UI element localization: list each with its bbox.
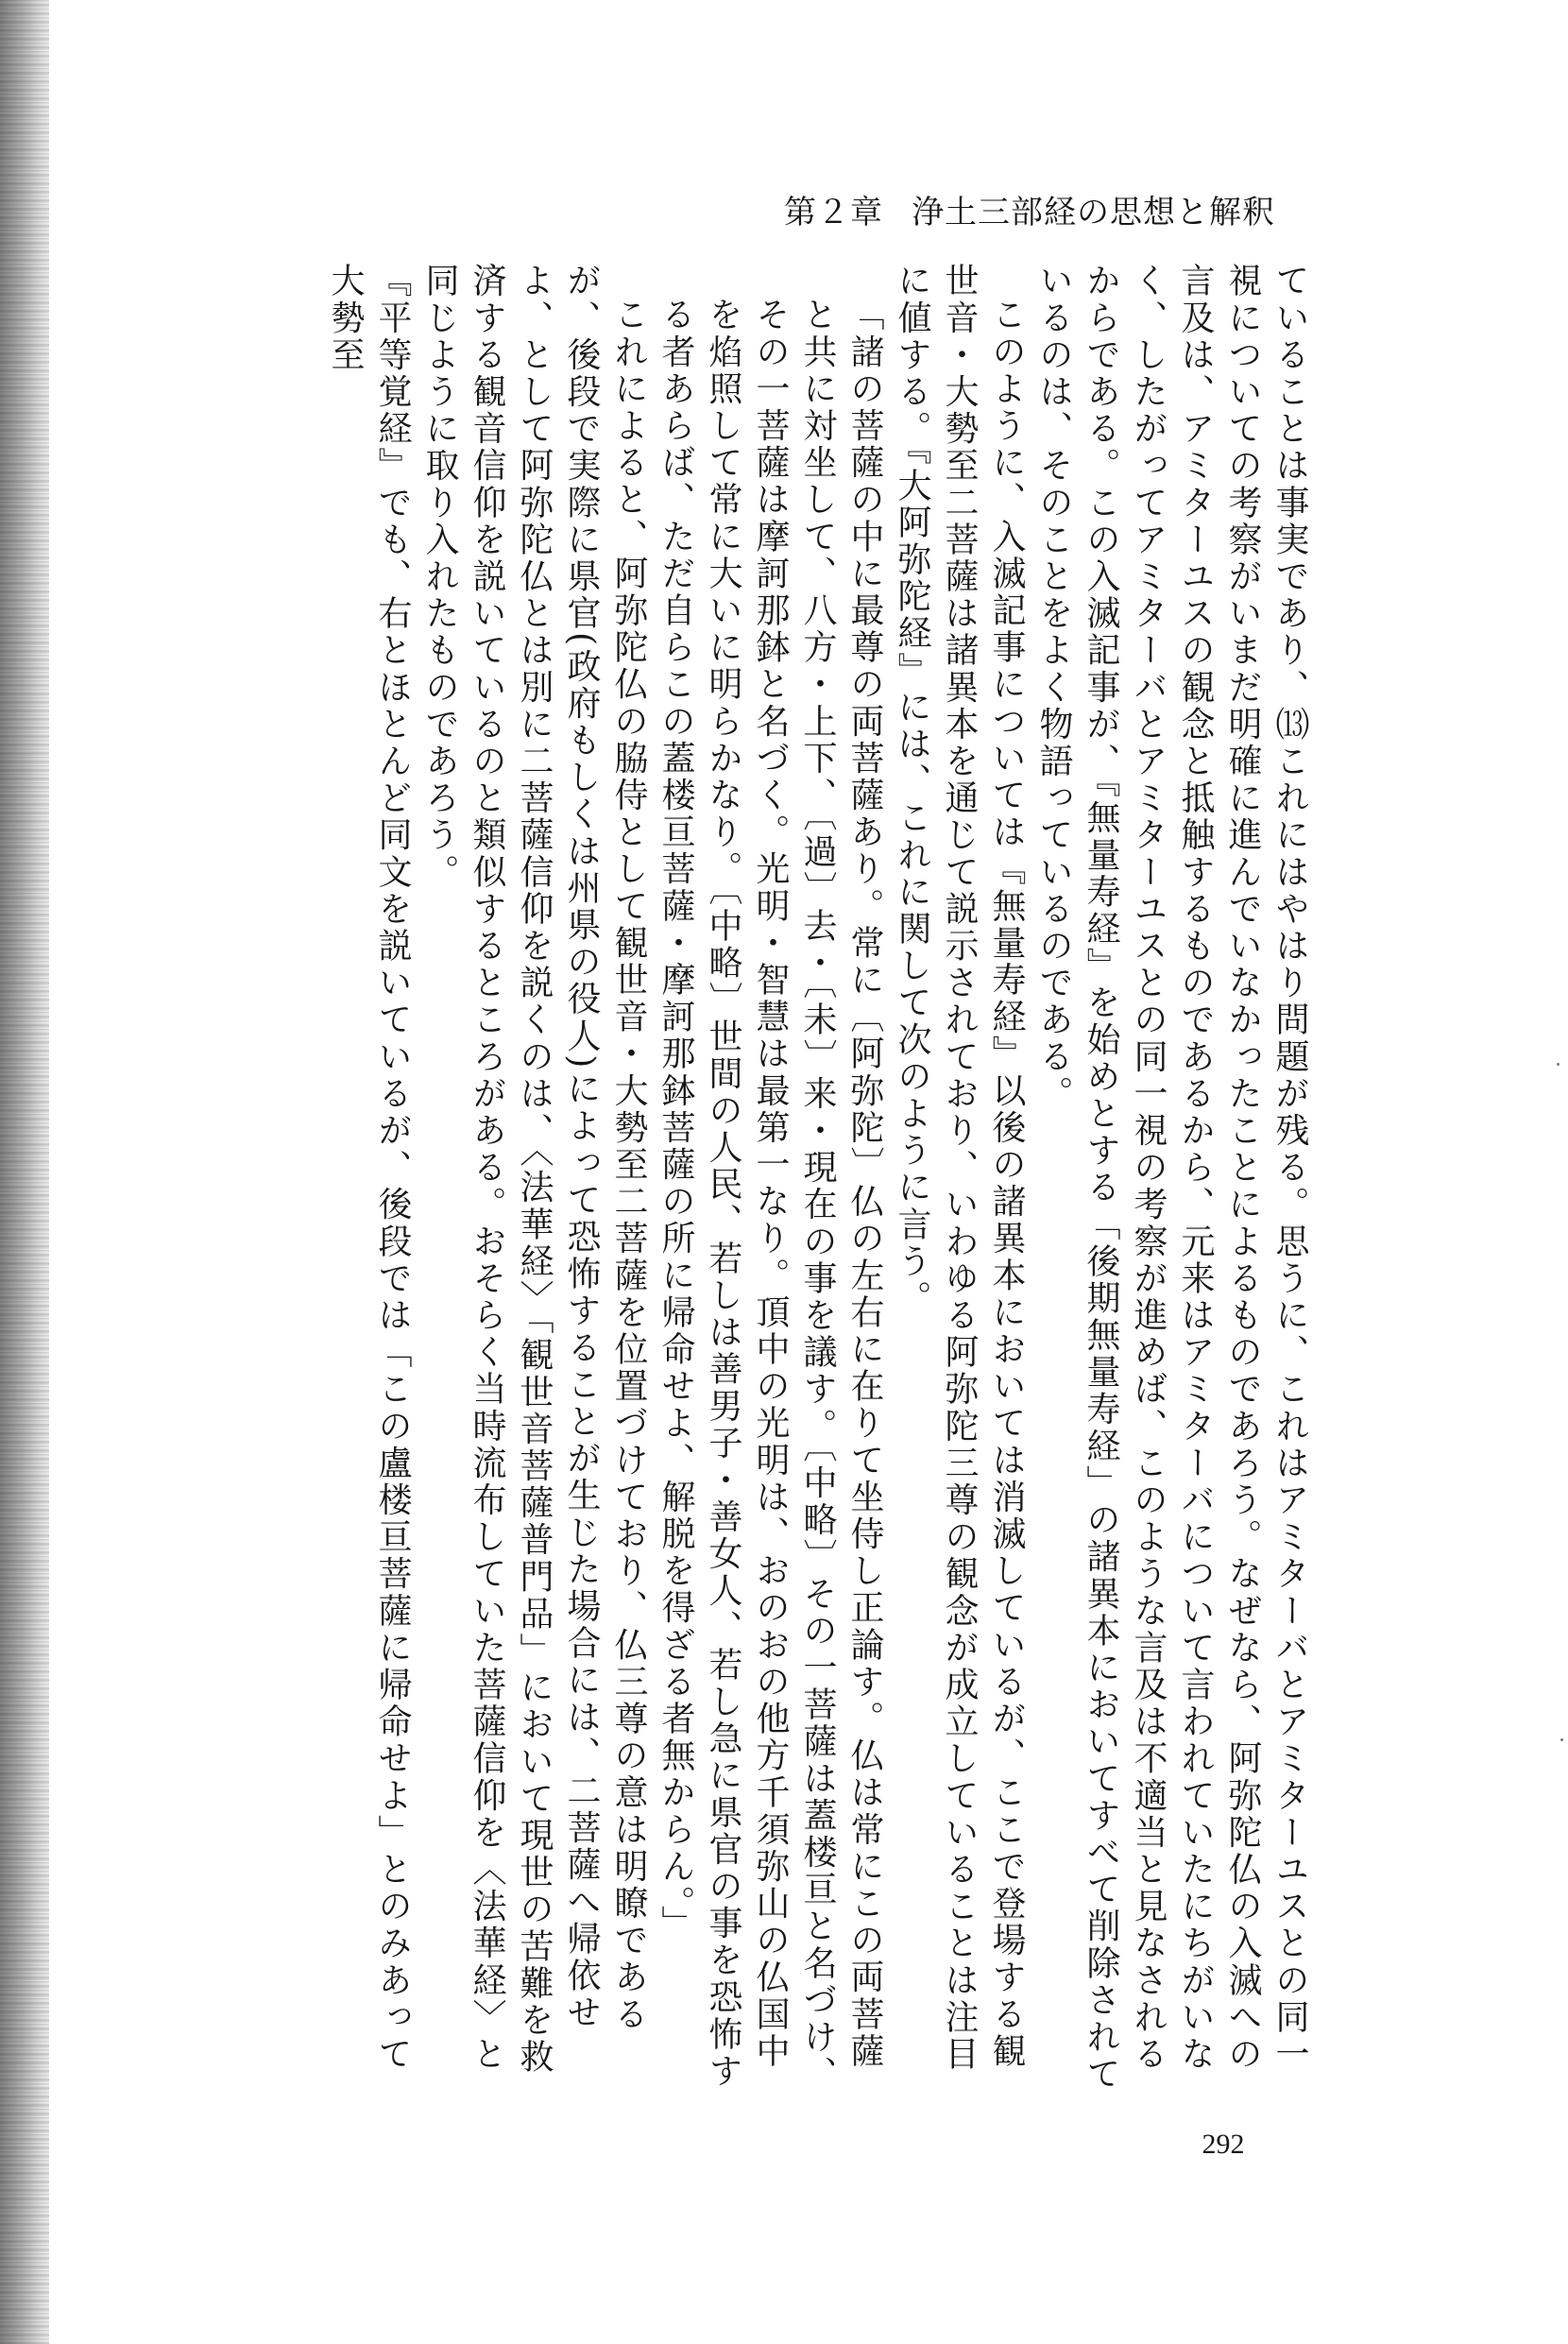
chapter-title: 浄土三部経の思想と解釈 xyxy=(912,194,1275,231)
block-quote: 「諸の菩薩の中に最尊の両菩薩あり。常に〔阿弥陀〕仏の左右に在りて坐侍し正論す。仏は常にこの両菩薩と共に対坐して、八方・上下、〔過〕去・〔未〕来・現在の事を議す。〔中略〕その一菩薩は蓋楼亘と名づけ、その一菩薩は摩訶那鉢と名づく。光明・智慧は最第一なり。頂中の光明は、おのおの他方千須弥山の仏国中を焰照して常に大いに明らかなり。〔中略〕世間の人民、若しは善男子・善女人、若し急に県官の事を恐怖する者あらば、ただ自らこの蓋楼亘菩薩・摩訶那鉢菩薩の所に帰命せよ、解脱を得ざる者無からん。」 xyxy=(656,297,884,2093)
page-number: 292 xyxy=(1202,2129,1245,2160)
scan-margin-shadow xyxy=(0,0,49,2344)
paragraph-3: これによると、阿弥陀仏の脇侍として観世音・大勢至二菩薩を位置づけており、仏三尊の意は明瞭であるが、後段で実際に県官(政府もしくは州県の役人)によって恐怖することが生じた場合には、二菩薩へ帰依せよ、として阿弥陀仏とは別に二菩薩信仰を説くのは、〈法華経〉「観世音菩薩普門品」において現世の苦難を救済する観音信仰を説いているのと類似するところがある。おそらく当時流布していた菩薩信仰を〈法華経〉と同じように取り入れたものであろう。 xyxy=(420,263,648,2076)
running-head xyxy=(784,189,1275,236)
paragraph-1: ていることは事実であり、⒀これにはやはり問題が残る。思うに、これはアミターバとアミターユスとの同一視についての考察がいまだ明確に進んでいなかったことによるものであろう。なぜなら、阿弥陀仏の入滅への言及は、アミターユスの観念と抵触するものであるから、元来はアミターバについて言われていたにちがいなく、したがってアミターバとアミターユスとの同一視の考察が進めば、このような言及は不適当と見なされるからである。この入滅記事が、『無量寿経』を始めとする「後期無量寿経」の諸異本においてすべて削除されているのは、そのことをよく物語っているのである。 xyxy=(1034,263,1309,2093)
scan-speck xyxy=(1557,1063,1559,1066)
chapter-number: 第２章 xyxy=(784,194,883,231)
body-text xyxy=(264,263,1313,2105)
paragraph-4: 『平等覚経』でも、右とほとんど同文を説いているが、後段では「この盧楼亘菩薩に帰命せよ」とのみあって大勢至 xyxy=(326,263,412,2073)
scan-speck xyxy=(1560,1738,1563,1741)
paragraph-2: このように、入滅記事については『無量寿経』以後の諸異本においては消滅しているが、ここで登場する観世音・大勢至二菩薩は諸異本を通じて説示されており、いわゆる阿弥陀三尊の観念が成立していることは注目に値する。『大阿弥陀経』には、これに関して次のように言う。 xyxy=(893,263,1026,2073)
